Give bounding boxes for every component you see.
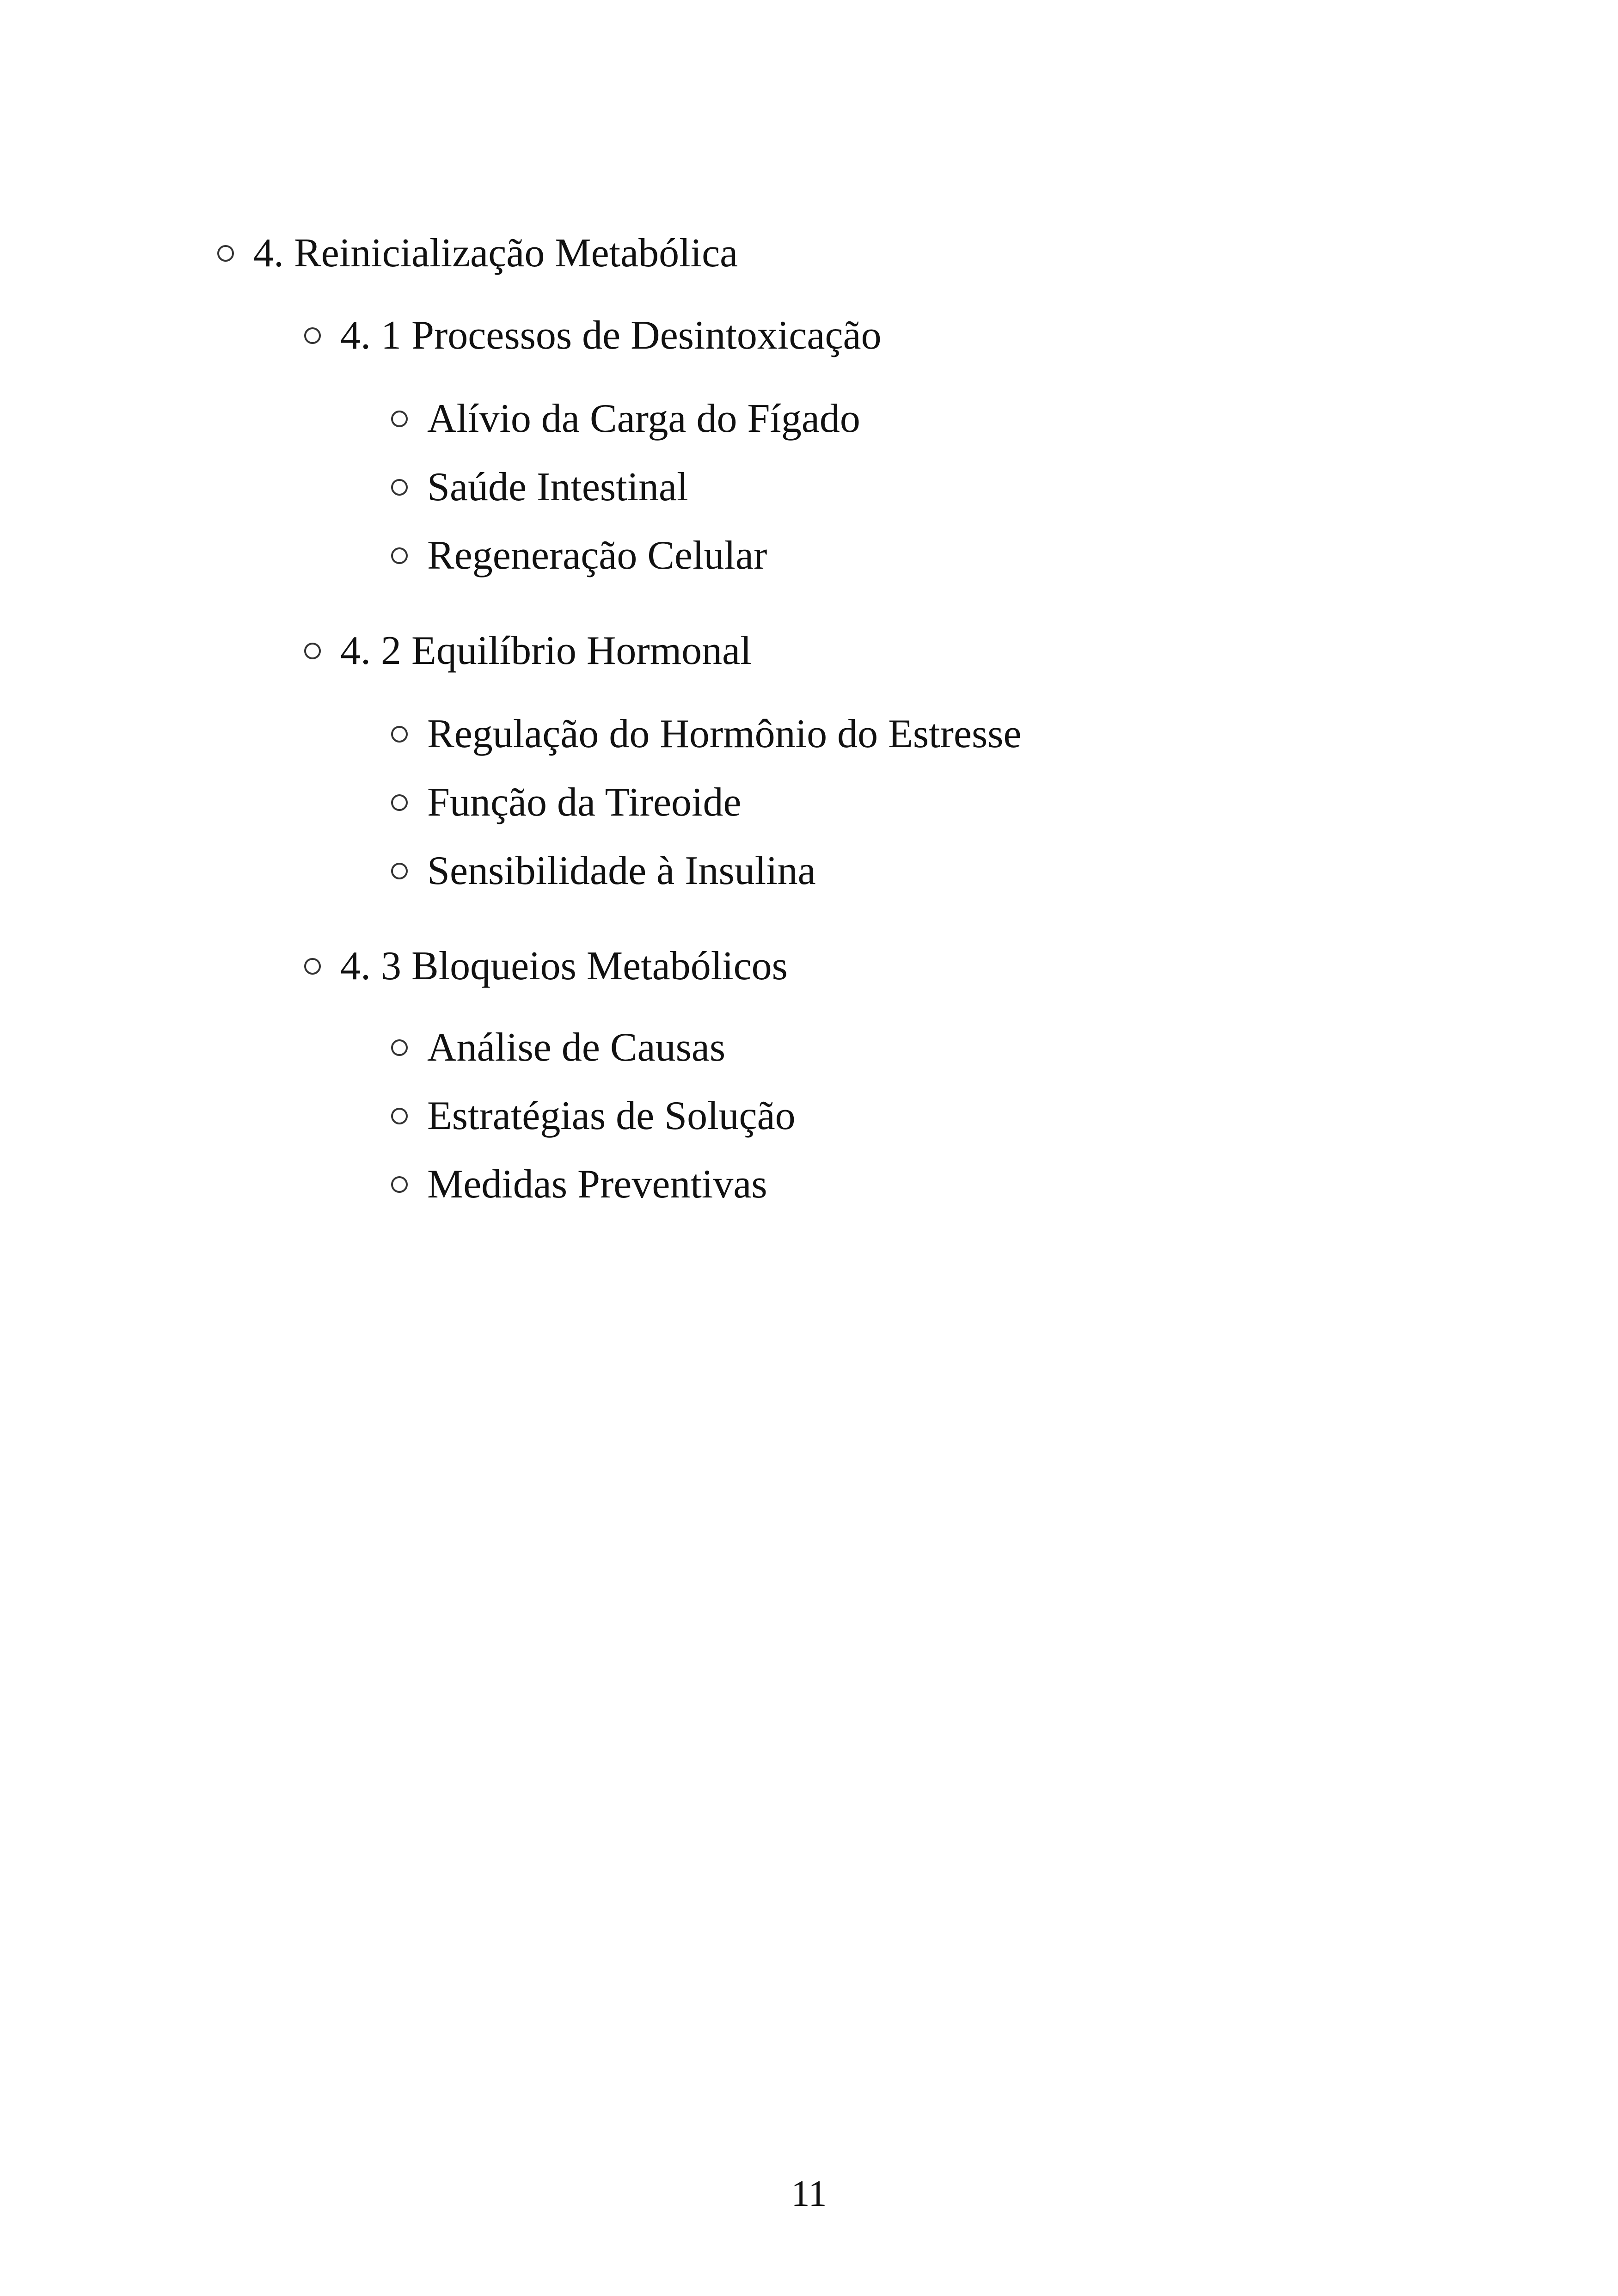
circle-bullet-icon — [391, 479, 408, 496]
outline-item-topic — [391, 460, 688, 515]
outline-item-topic — [391, 1088, 796, 1144]
outline-item-label: Regeneração Celular — [427, 533, 767, 578]
outline-item-topic — [391, 1157, 767, 1212]
circle-bullet-icon — [391, 1176, 408, 1193]
outline-item-label: 4. Reinicialização Metabólica — [253, 231, 738, 276]
circle-bullet-icon — [391, 794, 408, 811]
circle-bullet-icon — [304, 958, 321, 975]
outline-item-topic — [391, 1020, 725, 1075]
outline-item-topic — [391, 843, 816, 899]
page-number: 11 — [791, 2173, 827, 2214]
outline-item-subsection — [304, 308, 882, 363]
circle-bullet-icon — [391, 1108, 408, 1124]
outline-item-topic — [391, 775, 742, 830]
circle-bullet-icon — [304, 643, 321, 659]
outline-item-label: Alívio da Carga do Fígado — [427, 396, 860, 441]
outline-item-label: 4. 3 Bloqueios Metabólicos — [340, 944, 788, 988]
circle-bullet-icon — [304, 327, 321, 344]
outline-item-subsection — [304, 939, 788, 994]
outline-item-label: Saúde Intestinal — [427, 465, 688, 510]
outline-item-label: Análise de Causas — [427, 1025, 726, 1070]
circle-bullet-icon — [391, 411, 408, 427]
outline-item-label: Função da Tireoide — [427, 780, 742, 825]
outline-item-topic — [391, 528, 767, 583]
circle-bullet-icon — [391, 1039, 408, 1056]
circle-bullet-icon — [391, 726, 408, 743]
circle-bullet-icon — [217, 245, 234, 262]
outline-item-topic — [391, 391, 860, 447]
outline-item-label: 4. 1 Processos de Desintoxicação — [340, 313, 882, 358]
outline-item-topic — [391, 706, 1022, 762]
circle-bullet-icon — [391, 863, 408, 879]
circle-bullet-icon — [391, 547, 408, 564]
outline-item-label: Medidas Preventivas — [427, 1162, 767, 1207]
outline-item-label: 4. 2 Equilíbrio Hormonal — [340, 628, 752, 673]
outline-item-label: Sensibilidade à Insulina — [427, 848, 816, 893]
outline-item-subsection — [304, 623, 752, 679]
outline-item-section-4 — [217, 226, 738, 281]
outline-item-label: Estratégias de Solução — [427, 1093, 796, 1138]
outline-item-label: Regulação do Hormônio do Estresse — [427, 712, 1022, 756]
